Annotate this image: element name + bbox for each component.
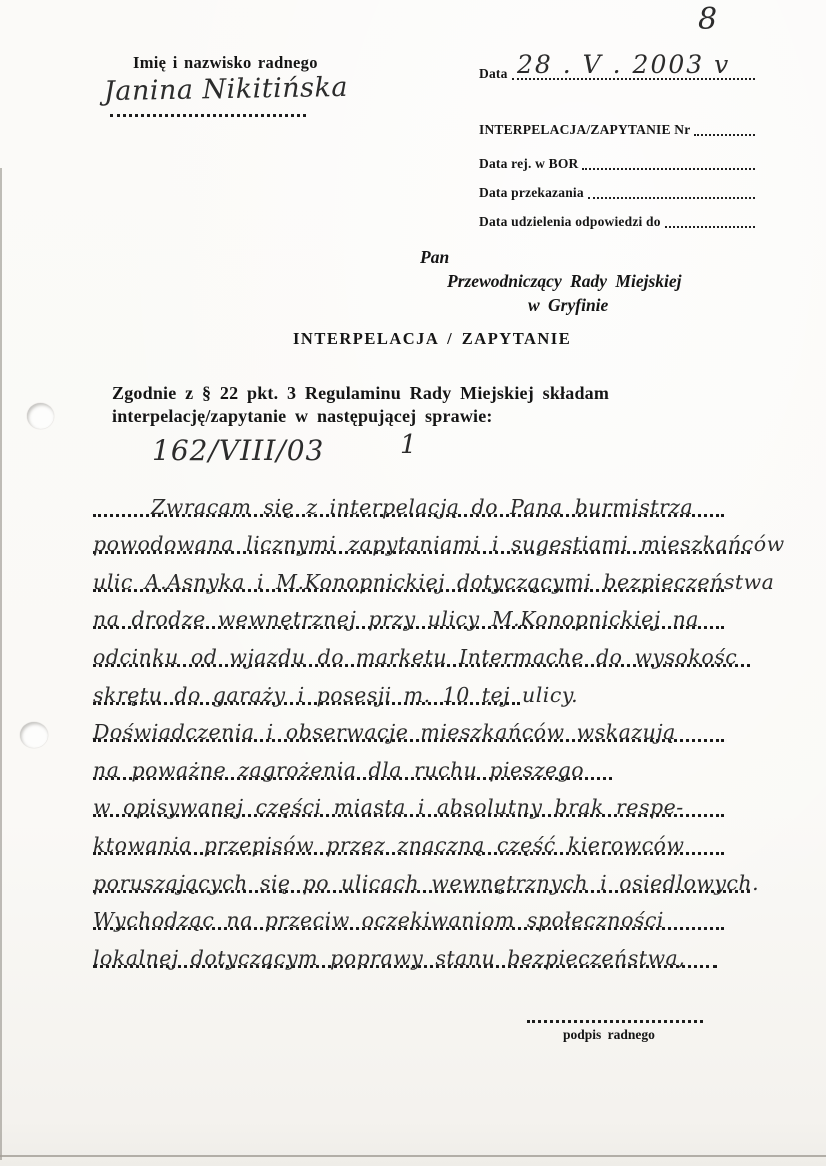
handwritten-text: na poważne zagrożenia dla ruchu pieszego [93, 757, 585, 782]
handwritten-text: poruszających się po ulicach wewnętrznych i osiedlowych. [93, 870, 760, 895]
form-fields-column [479, 52, 755, 230]
handwritten-line [93, 479, 724, 517]
handwritten-text: na drodze wewnętrznej przy ulicy M.Konopnickiej na [93, 607, 700, 632]
document-title: INTERPELACJA / ZAPYTANIE [293, 329, 572, 348]
handwritten-line [93, 517, 785, 557]
dotted-leader [110, 114, 306, 117]
handwritten-line [93, 554, 775, 594]
handwritten-text: w opisywanej części miasta i absolutny brak respe- [93, 795, 684, 820]
scan-edge-bottom [0, 1155, 826, 1157]
signature-dotted-line [527, 1020, 703, 1023]
reference-number-handwritten: 162/VIII/03 [152, 434, 325, 467]
data-przekazania-label: Data przekazania [479, 185, 584, 200]
addressee-line-3: w Gryfinie [528, 295, 609, 315]
punch-hole-top [27, 403, 54, 429]
handwritten-text: powodowana licznymi zapytaniami i sugestiami mieszkańców [93, 532, 785, 557]
handwritten-line [93, 930, 717, 968]
handwritten-text: odcinku od wjazdu do marketu Intermache do wysokośc [93, 644, 738, 669]
addressee-block [420, 245, 682, 317]
field-data-rej-bor [479, 156, 755, 172]
handwritten-line [93, 592, 724, 630]
data-odpowiedzi-label: Data udzielenia odpowiedzi do [479, 214, 661, 229]
data-rej-bor-label: Data rej. w BOR [479, 156, 579, 171]
page-number: 8 [698, 2, 718, 37]
handwritten-line [93, 629, 750, 667]
field-interpelacja-nr [479, 122, 755, 138]
date-label: Data [479, 66, 508, 81]
intro-line-2: interpelację/zapytanie w następującej sprawie: [112, 405, 493, 426]
councilor-name-handwritten: Janina Nikitińska [103, 71, 349, 108]
handwritten-text: lokalnej dotyczącym poprawy stanu bezpieczeństwa, [93, 945, 686, 970]
handwritten-line [93, 742, 612, 780]
reference-mark-handwritten: 1 [400, 430, 418, 460]
handwritten-line [93, 780, 724, 818]
scan-edge-left [0, 168, 2, 1160]
handwritten-text: Doświadczenia i obserwacje mieszkańców wskazują [93, 720, 676, 745]
intro-line-1: Zgodnie z § 22 pkt. 3 Regulaminu Rady Miejskiej składam [112, 383, 610, 403]
handwritten-text: skrętu do garaży i posesji m. 10 tej ulicy. [93, 682, 579, 707]
field-data-przekazania [479, 185, 755, 201]
interpelacja-nr-label: INTERPELACJA/ZAPYTANIE Nr [479, 122, 691, 137]
field-data-odpowiedzi [479, 214, 755, 230]
punch-hole-bottom [20, 722, 48, 748]
handwritten-line [93, 893, 724, 931]
handwritten-line [93, 817, 724, 855]
dotted-leader [588, 197, 755, 199]
date-value-handwritten: 28 . V . 2003 v [517, 50, 731, 79]
handwritten-line [93, 855, 760, 895]
intro-paragraph [112, 382, 692, 427]
dotted-leader [665, 226, 755, 228]
handwritten-text: ktowania przepisów przez znaczną część kierowców [93, 832, 685, 857]
handwritten-text: Zwracam się z interpelacją do Pana burmistrza [151, 494, 694, 519]
field-date [479, 50, 755, 82]
handwritten-text: Wychodząc na przeciw oczekiwaniom społeczności [93, 908, 664, 933]
dotted-leader [694, 134, 755, 136]
handwritten-line [93, 705, 724, 743]
handwritten-text: ulic A.Asnyka i M.Konopnickiej dotyczącymi bezpieczeństwa [93, 569, 775, 594]
handwritten-line [93, 667, 579, 707]
councilor-name-label: Imię i nazwisko radnego [133, 53, 318, 72]
signature-label: podpis radnego [563, 1027, 655, 1042]
handwritten-body [93, 479, 785, 970]
addressee-line-1: Pan [420, 247, 450, 267]
addressee-line-2: Przewodniczący Rady Miejskiej [447, 271, 682, 291]
dotted-leader [582, 168, 755, 170]
